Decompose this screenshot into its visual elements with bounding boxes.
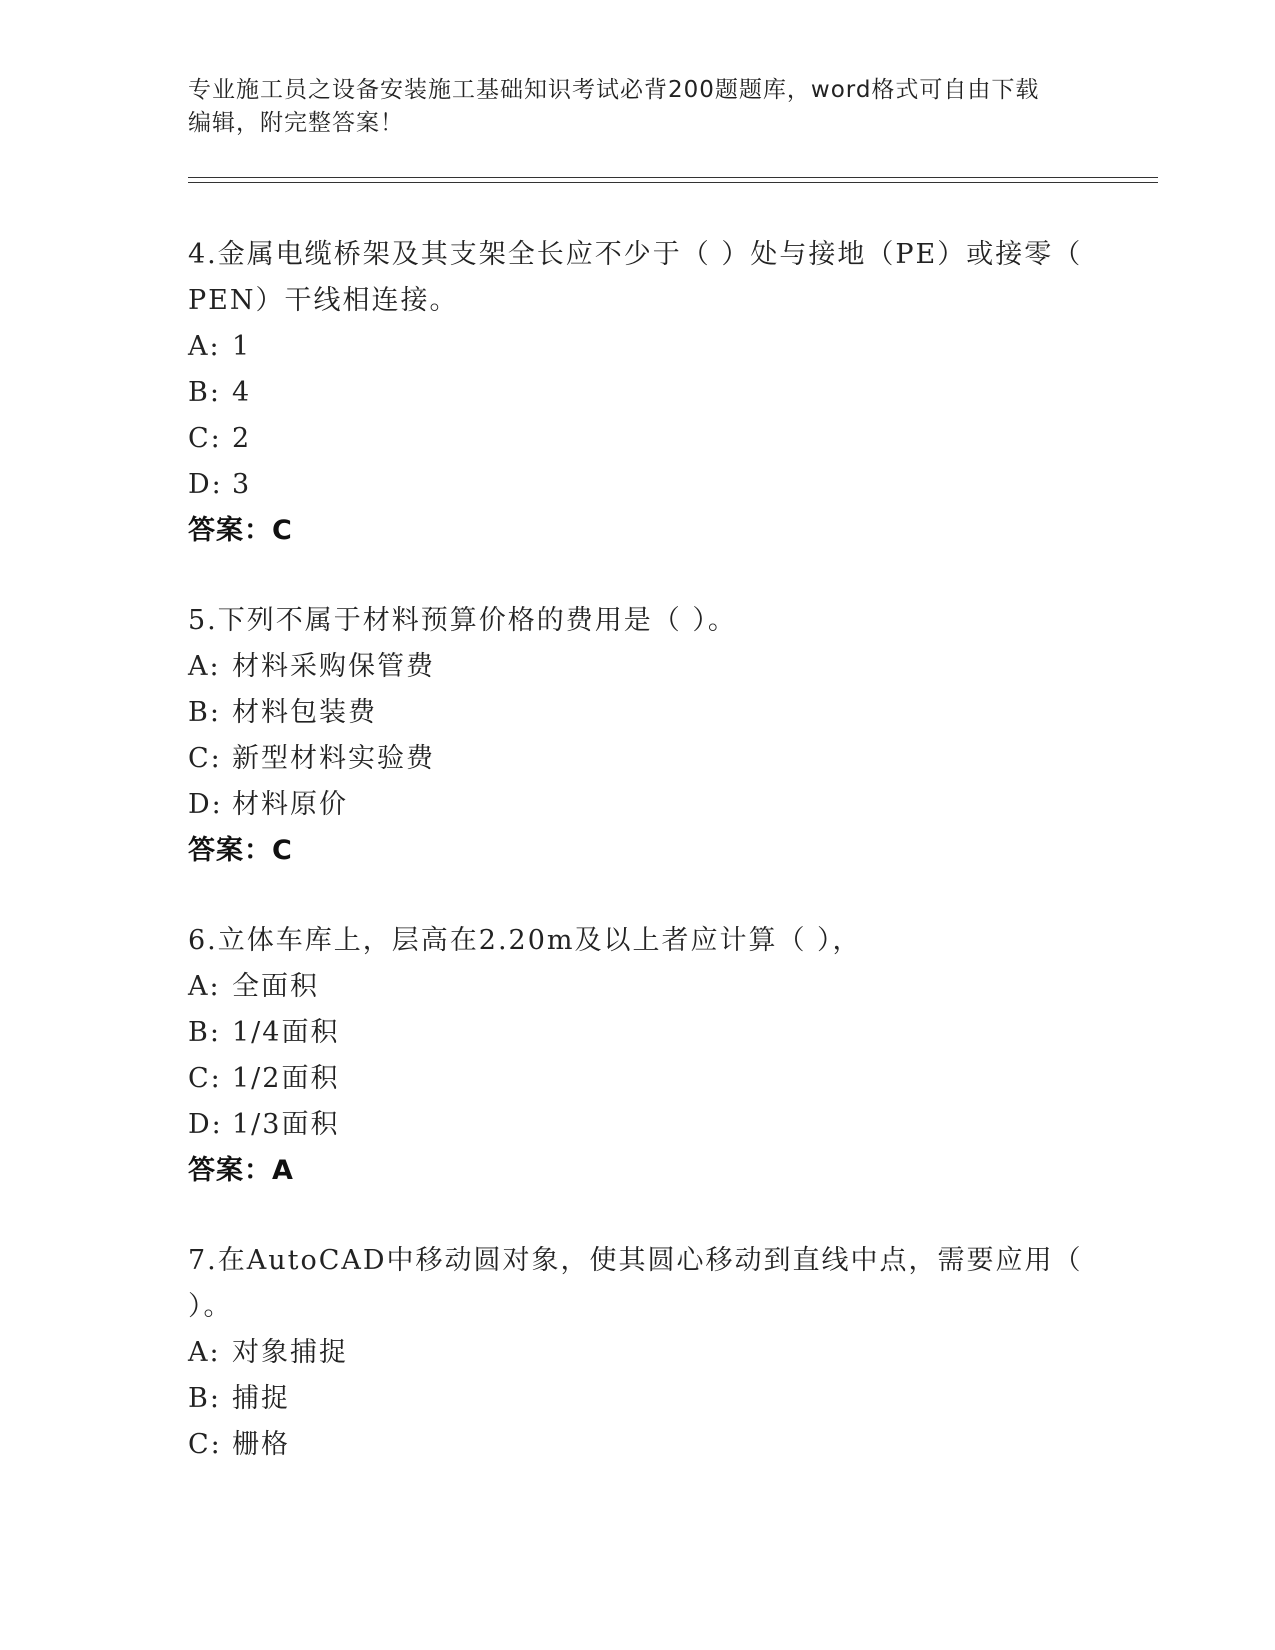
option-key: D:	[188, 789, 223, 820]
option-key: B:	[188, 1383, 221, 1414]
question-6-option-d	[188, 1102, 1088, 1148]
question-7-option-a	[188, 1330, 1088, 1376]
question-5-option-c	[188, 736, 1088, 782]
option-value: 全面积	[232, 971, 319, 1002]
question-spacer	[188, 874, 1088, 918]
option-key: C:	[188, 423, 222, 454]
question-4-option-a	[188, 324, 1088, 370]
question-6-text-line-1: 6.立体车库上，层高在2.20m及以上者应计算（ ），	[188, 925, 862, 956]
option-key: B:	[188, 1017, 221, 1048]
question-5-option-b	[188, 690, 1088, 736]
question-5-option-a	[188, 644, 1088, 690]
question-4-option-b	[188, 370, 1088, 416]
question-spacer	[188, 554, 1088, 598]
option-value: 材料原价	[232, 789, 348, 820]
question-6-option-a	[188, 964, 1088, 1010]
question-5-answer: 答案：C	[188, 835, 293, 866]
option-key: A:	[188, 331, 221, 362]
option-value: 1/2面积	[232, 1063, 340, 1094]
question-list	[188, 232, 1088, 1468]
question-4	[188, 232, 1088, 554]
option-key: A:	[188, 651, 221, 682]
option-value: 2	[232, 423, 252, 454]
option-value: 栅格	[232, 1429, 290, 1460]
header-line-2: 编辑，附完整答案！	[188, 110, 404, 136]
question-4-text-line-1: 4.金属电缆桥架及其支架全长应不少于（ ）处与接地（PE）或接零（	[188, 239, 1083, 270]
option-value: 3	[232, 469, 252, 500]
option-key: B:	[188, 697, 221, 728]
question-6-answer: 答案：A	[188, 1155, 294, 1186]
option-value: 4	[232, 377, 252, 408]
option-key: B:	[188, 377, 221, 408]
option-key: A:	[188, 971, 221, 1002]
option-value: 材料包装费	[232, 697, 377, 728]
question-5-option-d	[188, 782, 1088, 828]
option-value: 1	[232, 331, 252, 362]
header-line-1: 专业施工员之设备安装施工基础知识考试必背200题题库，word格式可自由下载	[188, 77, 1040, 103]
question-4-answer: 答案：C	[188, 515, 293, 546]
option-value: 材料采购保管费	[232, 651, 435, 682]
question-7-option-c	[188, 1422, 1088, 1468]
question-6-option-b	[188, 1010, 1088, 1056]
option-key: C:	[188, 1429, 222, 1460]
question-spacer	[188, 1194, 1088, 1238]
option-key: C:	[188, 743, 222, 774]
option-value: 1/3面积	[232, 1109, 340, 1140]
question-6	[188, 918, 1088, 1194]
question-7-text-line-2: ）。	[188, 1291, 233, 1322]
option-key: C:	[188, 1063, 222, 1094]
question-4-option-d	[188, 462, 1088, 508]
question-7	[188, 1238, 1088, 1468]
option-value: 捕捉	[232, 1383, 290, 1414]
header-divider-bottom	[188, 182, 1158, 183]
option-value: 1/4面积	[232, 1017, 340, 1048]
option-key: A:	[188, 1337, 221, 1368]
question-7-option-b	[188, 1376, 1088, 1422]
header-divider-top	[188, 177, 1158, 178]
question-6-option-c	[188, 1056, 1088, 1102]
option-key: D:	[188, 469, 223, 500]
question-5	[188, 598, 1088, 874]
question-4-option-c	[188, 416, 1088, 462]
option-value: 对象捕捉	[232, 1337, 348, 1368]
option-value: 新型材料实验费	[232, 743, 435, 774]
question-7-text-line-1: 7.在AutoCAD中移动圆对象，使其圆心移动到直线中点，需要应用（	[188, 1245, 1083, 1276]
document-header	[188, 74, 1088, 140]
question-5-text-line-1: 5.下列不属于材料预算价格的费用是（ ）。	[188, 605, 737, 636]
option-key: D:	[188, 1109, 223, 1140]
question-4-text-line-2: PEN）干线相连接。	[188, 285, 459, 316]
